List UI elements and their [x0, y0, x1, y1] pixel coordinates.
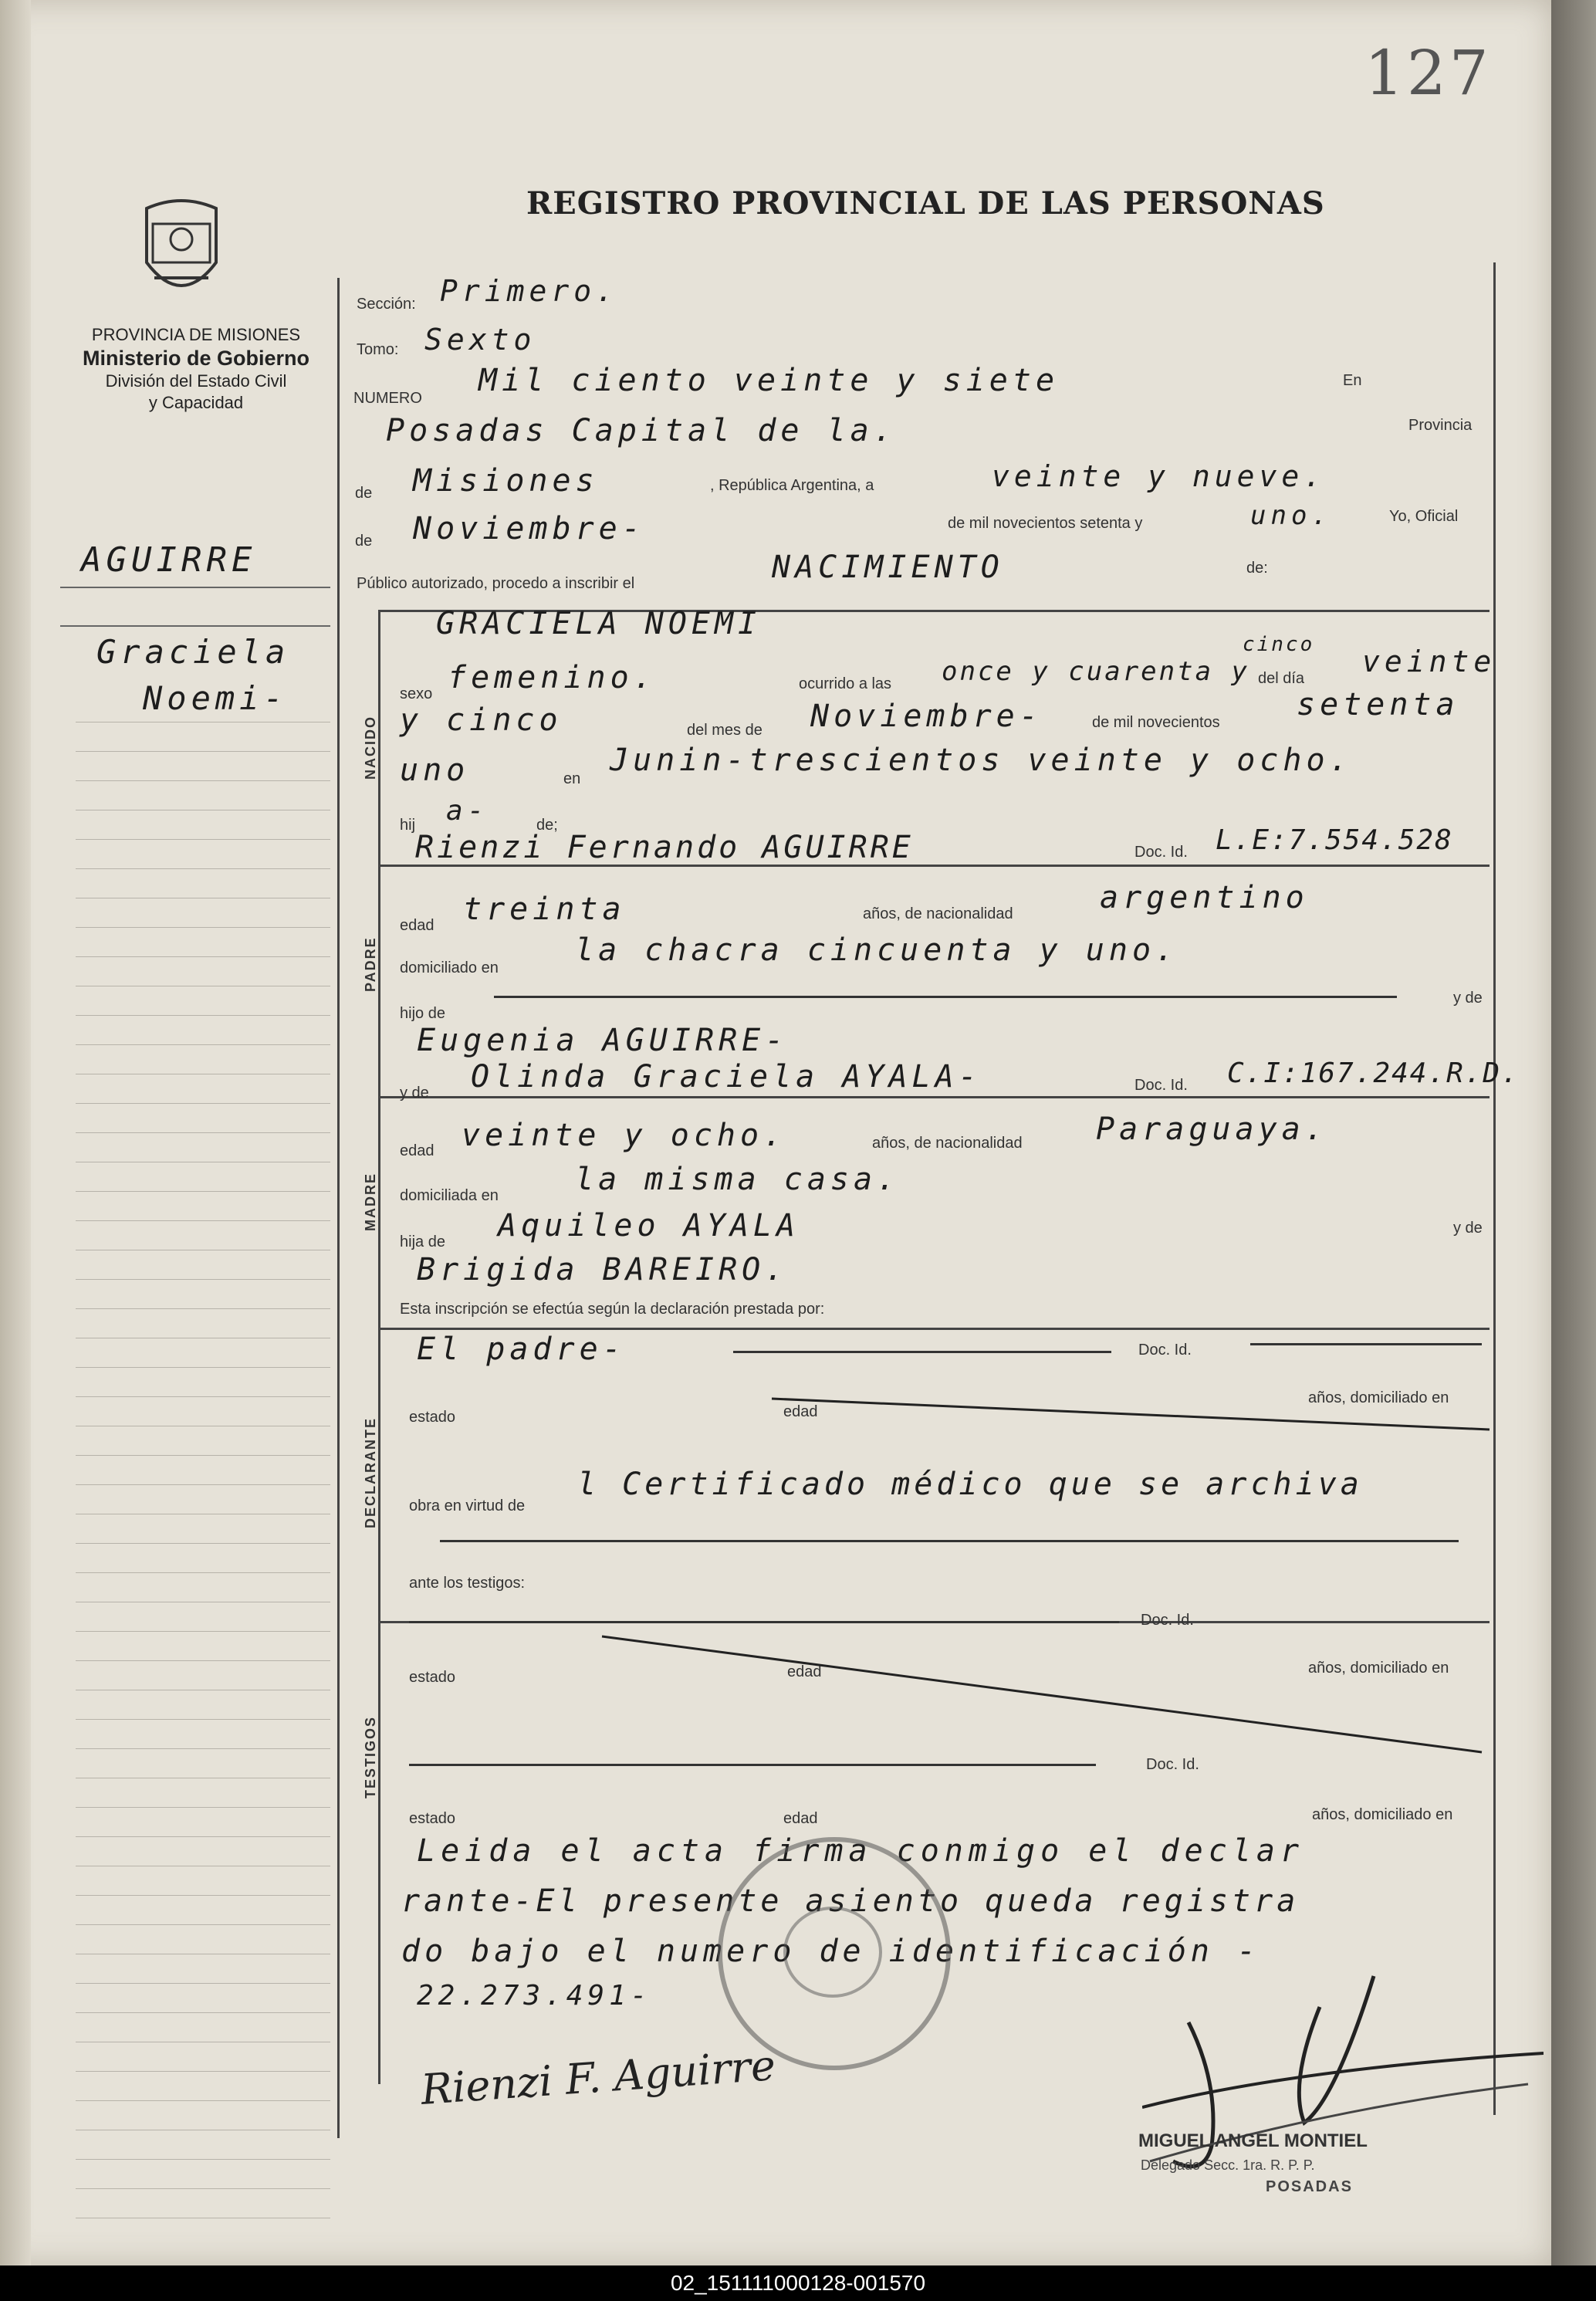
- mother-nacionalidad-value: Paraguaya.: [1096, 1112, 1328, 1147]
- closing-line-4: 22.273.491-: [417, 1980, 652, 2012]
- sexo-label: sexo: [400, 685, 433, 702]
- numero-label: NUMERO: [353, 390, 422, 407]
- birthplace-value: Junin-trescientos veinte y ocho.: [610, 743, 1353, 778]
- issuer-division: División del Estado Civil: [105, 371, 287, 391]
- declarante-obra-value: l Certificado médico que se archiva: [577, 1467, 1363, 1502]
- declarant-signature: Rienzi F. Aguirre: [419, 2041, 777, 2114]
- year-value: uno.: [1250, 500, 1332, 531]
- mes-label: del mes de: [687, 722, 762, 739]
- issuer-ministry: Ministerio de Gobierno: [82, 347, 310, 370]
- testigo-1-doc-label: Doc. Id.: [1141, 1612, 1194, 1629]
- numero-value: Mil ciento veinte y siete: [478, 363, 1060, 398]
- father-edad-label: edad: [400, 917, 435, 934]
- mother-parent-2: Brigida BAREIRO.: [417, 1252, 789, 1288]
- month-value: Noviembre-: [413, 511, 645, 546]
- father-doc-label: Doc. Id.: [1134, 844, 1188, 861]
- mes-value: Noviembre-: [810, 699, 1043, 734]
- anio-value: setenta: [1297, 687, 1459, 722]
- place-value: Posadas Capital de la.: [386, 413, 897, 448]
- margin-given-name: Graciela: [96, 633, 290, 671]
- father-doc-value: L.E:7.554.528: [1216, 824, 1453, 856]
- official-city: POSADAS: [1266, 2178, 1353, 2195]
- closing-line-3: do bajo el numero de identificación -: [401, 1934, 1261, 1969]
- mother-nacionalidad-label: años, de nacionalidad: [872, 1135, 1023, 1152]
- hij-label: hij: [400, 817, 416, 834]
- anio-label: de mil novecientos: [1092, 714, 1220, 731]
- ante-testigos-label: ante los testigos:: [409, 1575, 526, 1592]
- dia-value: veinte: [1362, 645, 1496, 678]
- child-name: GRACIELA NOEMI: [436, 606, 762, 641]
- testigo-2-anos-label: años, domiciliado en: [1312, 1806, 1453, 1823]
- page-number: 127: [1364, 37, 1492, 109]
- father-parent: Eugenia AGUIRRE-: [417, 1023, 789, 1058]
- declarante-anos-label: años, domiciliado en: [1308, 1389, 1449, 1406]
- closing-line-2: rante-El presente asiento queda registra: [401, 1883, 1300, 1919]
- father-nacionalidad-value: argentino: [1100, 880, 1309, 915]
- declarante-obra-label: obra en virtud de: [409, 1497, 526, 1514]
- publico-label: Público autorizado, procedo a inscribir el: [357, 575, 635, 592]
- republica-label: , República Argentina, a: [710, 477, 874, 494]
- father-domicilio-value: la chacra cincuenta y uno.: [575, 932, 1179, 968]
- mother-doc-label: Doc. Id.: [1134, 1077, 1188, 1094]
- mother-name: Olinda Graciela AYALA-: [471, 1059, 982, 1095]
- section-label-madre: MADRE: [363, 1172, 378, 1231]
- issuer-province: PROVINCIA DE MISIONES: [91, 325, 301, 344]
- testigo-1-estado-label: estado: [409, 1669, 456, 1686]
- seccion-label: Sección:: [357, 296, 416, 313]
- year-label: de mil novecientos setenta y: [948, 515, 1143, 532]
- testigo-2-estado-label: estado: [409, 1810, 456, 1827]
- page-title: REGISTRO PROVINCIAL DE LAS PERSONAS: [526, 185, 1325, 222]
- anio-value-2: uno: [400, 753, 470, 788]
- mother-parent-1: Aquileo AYALA: [498, 1208, 800, 1244]
- father-domicilio-label: domiciliado en: [400, 959, 499, 976]
- official-stamp-seal: [783, 1907, 882, 1998]
- sexo-value: femenino.: [448, 660, 657, 695]
- testigo-2-doc-label: Doc. Id.: [1146, 1756, 1199, 1773]
- declarante-edad-label: edad: [783, 1403, 818, 1420]
- section-label-padre: PADRE: [363, 936, 378, 992]
- de-label-nacido: de;: [536, 817, 558, 834]
- margin-surname: AGUIRRE: [81, 540, 257, 580]
- ocurrido-label: ocurrido a las: [799, 675, 892, 692]
- province-value: Misiones: [413, 463, 599, 499]
- testigo-1-anos-label: años, domiciliado en: [1308, 1660, 1449, 1677]
- section-label-nacido: NACIDO: [363, 716, 378, 780]
- mother-edad-label: edad: [400, 1142, 435, 1159]
- father-name: Rienzi Fernando AGUIRRE: [415, 830, 914, 865]
- act-value: NACIMIENTO: [772, 550, 1004, 585]
- declarante-intro: Esta inscripción se efectúa según la declaración prestada por:: [400, 1301, 825, 1318]
- testigo-1-edad-label: edad: [787, 1663, 822, 1680]
- de-colon-label: de:: [1246, 560, 1268, 577]
- en-label: En: [1343, 372, 1362, 389]
- provincia-label: Provincia: [1408, 417, 1473, 434]
- section-label-declarante: DECLARANTE: [363, 1417, 378, 1528]
- seccion-value: Primero.: [440, 274, 619, 308]
- official-name: MIGUEL ANGEL MONTIEL: [1138, 2130, 1368, 2151]
- de-label-2: de: [355, 533, 373, 550]
- mother-yde-label: y de: [400, 1085, 429, 1101]
- testigo-2-edad-label: edad: [783, 1810, 818, 1827]
- mother-yde-label-2: y de: [1453, 1220, 1483, 1237]
- closing-line-1: Leida el acta firma conmigo el declar: [417, 1833, 1305, 1869]
- declarante-doc-label: Doc. Id.: [1138, 1342, 1192, 1359]
- section-label-testigos: TESTIGOS: [363, 1715, 378, 1799]
- mother-domicilio-value: la misma casa.: [575, 1162, 901, 1197]
- mother-doc-value: C.I:167.244.R.D.: [1227, 1057, 1520, 1089]
- margin-given-name-2: Noemi-: [143, 679, 288, 717]
- mother-domicilio-label: domiciliada en: [400, 1187, 499, 1204]
- declarante-value: El padre-: [417, 1332, 626, 1367]
- father-hijo-label: hijo de: [400, 1005, 445, 1022]
- en-label-nacido: en: [563, 770, 581, 787]
- de-label: de: [355, 485, 373, 502]
- hora-value: once y cuarenta y: [942, 656, 1249, 687]
- dia-value-2: y cinco: [400, 702, 563, 738]
- hora-superscript: cinco: [1243, 633, 1315, 656]
- mother-edad-value: veinte y ocho.: [462, 1118, 787, 1153]
- tomo-value: Sexto: [424, 323, 536, 357]
- hij-value: a-: [446, 795, 489, 827]
- father-yde-label: y de: [1453, 990, 1483, 1007]
- father-nacionalidad-label: años, de nacionalidad: [863, 905, 1013, 922]
- image-id: 02_151111000128-001570: [670, 2271, 926, 2295]
- issuer-division-2: y Capacidad: [148, 393, 244, 412]
- mother-hija-label: hija de: [400, 1233, 445, 1250]
- father-edad-value: treinta: [463, 892, 626, 927]
- oficial-label: Yo, Oficial: [1389, 508, 1459, 525]
- declarante-estado-label: estado: [409, 1409, 456, 1426]
- del-dia-label: del día: [1258, 670, 1305, 687]
- tomo-label: Tomo:: [357, 341, 399, 358]
- official-role: Delegado Secc. 1ra. R. P. P.: [1141, 2157, 1315, 2173]
- day-value: veinte y nueve.: [992, 459, 1327, 493]
